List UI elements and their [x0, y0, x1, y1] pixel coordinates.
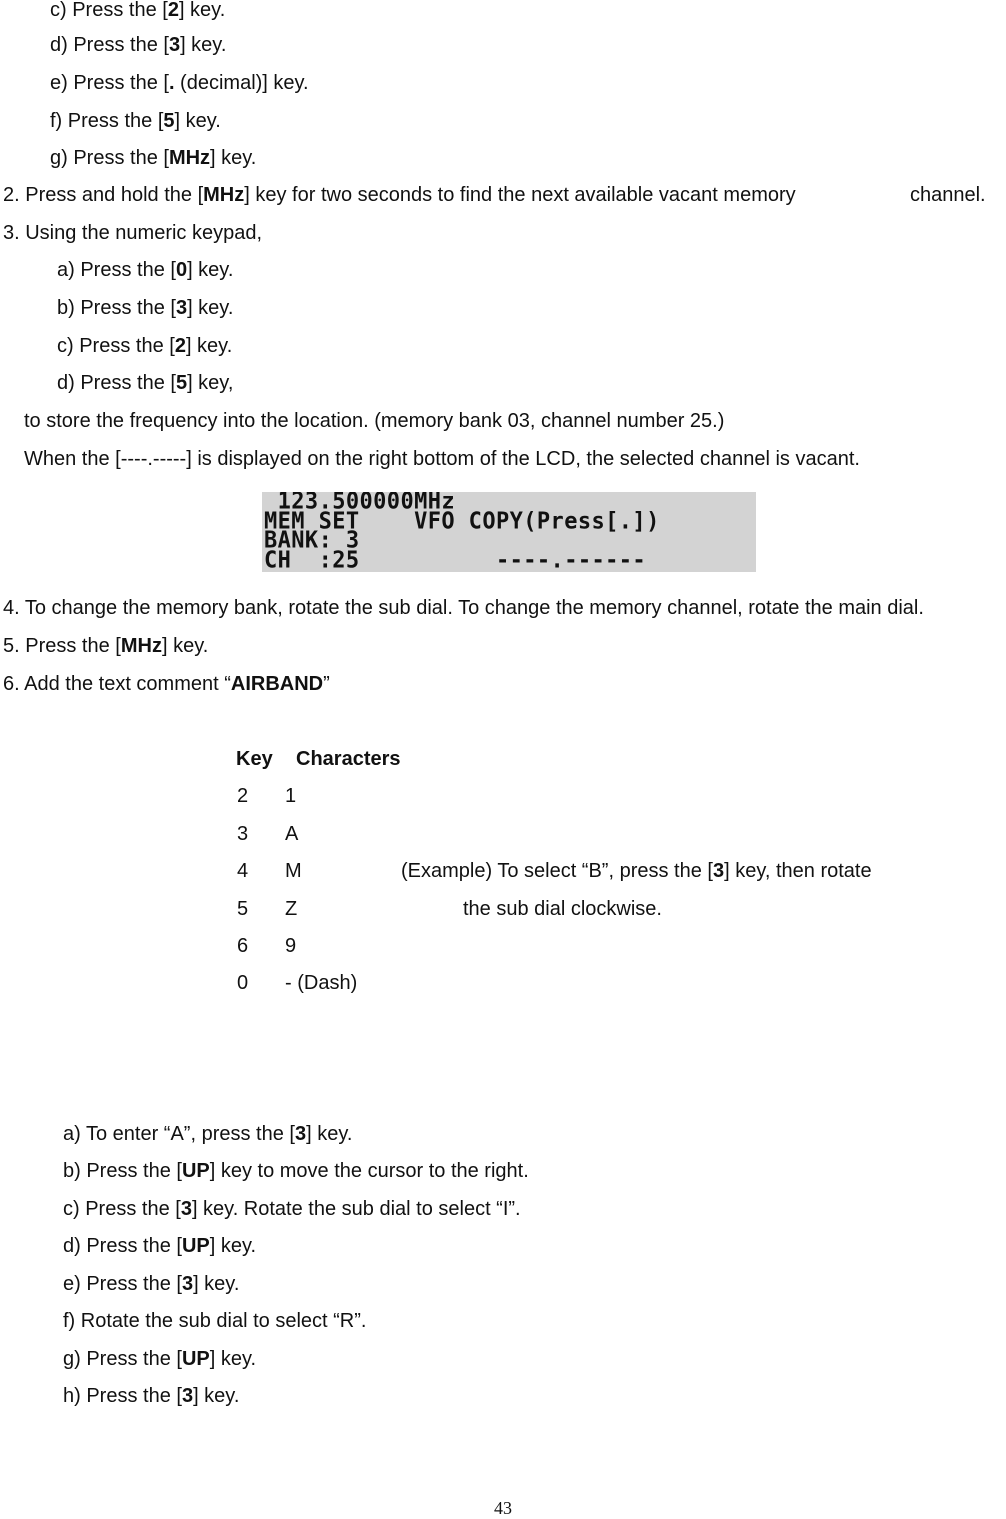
- page-number: 43: [494, 1498, 512, 1518]
- table-example-line2: the sub dial clockwise.: [463, 898, 662, 920]
- step6-item-a: a) To enter “A”, press the [3] key.: [63, 1123, 353, 1145]
- step5-text: 5. Press the [MHz] key.: [3, 635, 209, 657]
- step1-item-d: d) Press the [3] key.: [50, 34, 227, 56]
- step3-item-d: d) Press the [5] key,: [57, 372, 234, 394]
- table-row-key: 6: [237, 935, 249, 957]
- table-header-characters: Characters: [296, 748, 401, 770]
- step4-text: 4. To change the memory bank, rotate the sub dial. To change the memory channel, rotate the main dial.: [3, 597, 924, 619]
- step6-item-f: f) Rotate the sub dial to select “R”.: [63, 1310, 367, 1332]
- table-example-line1: (Example) To select “B”, press the [3] key, then rotate: [401, 860, 872, 882]
- table-row-key: 2: [237, 785, 249, 807]
- step2-text: 2. Press and hold the [MHz] key for two seconds to find the next available vacant memory: [3, 184, 796, 206]
- step6-item-b: b) Press the [UP] key to move the cursor to the right.: [63, 1160, 529, 1182]
- step6-item-d: d) Press the [UP] key.: [63, 1235, 257, 1257]
- step6-item-c: c) Press the [3] key. Rotate the sub dial to select “I”.: [63, 1198, 521, 1220]
- step1-item-f: f) Press the [5] key.: [50, 110, 221, 132]
- step3-note-store: to store the frequency into the location. (memory bank 03, channel number 25.): [24, 410, 725, 432]
- step6-item-h: h) Press the [3] key.: [63, 1385, 240, 1407]
- step6-text: 6. Add the text comment “AIRBAND”: [3, 673, 330, 695]
- step3-item-c: c) Press the [2] key.: [57, 335, 233, 357]
- step2-tail: channel.: [910, 184, 986, 206]
- table-row-key: 0: [237, 972, 249, 994]
- step6-item-g: g) Press the [UP] key.: [63, 1348, 257, 1370]
- step1-item-e: e) Press the [. (decimal)] key.: [50, 72, 309, 94]
- step3-intro: 3. Using the numeric keypad,: [3, 222, 263, 244]
- table-row-chars: M: [285, 860, 302, 882]
- table-header-key: Key: [236, 748, 273, 770]
- step6-item-e: e) Press the [3] key.: [63, 1273, 240, 1295]
- step3-note-vacant: When the [----.-----] is displayed on the right bottom of the LCD, the selected channel is vacant.: [24, 448, 860, 470]
- table-row-chars: A: [285, 823, 299, 845]
- table-row-chars: - (Dash): [285, 972, 358, 994]
- step1-item-g: g) Press the [MHz] key.: [50, 147, 257, 169]
- lcd-channel-line: CH :25 ----.------: [264, 546, 647, 572]
- lcd-bank-line: BANK: 3: [264, 527, 360, 554]
- step3-item-b: b) Press the [3] key.: [57, 297, 234, 319]
- lcd-mode-line: MEM SET VFO COPY(Press[.]): [264, 507, 660, 535]
- step3-item-a: a) Press the [0] key.: [57, 259, 234, 281]
- table-row-chars: 1: [285, 785, 297, 807]
- table-row-key: 5: [237, 898, 249, 920]
- table-row-chars: 9: [285, 935, 297, 957]
- lcd-frequency: 123.500000MHz: [264, 492, 456, 515]
- table-row-chars: Z: [285, 898, 298, 920]
- table-row-key: 4: [237, 860, 249, 882]
- lcd-display: [262, 492, 756, 572]
- step1-item-c: c) Press the [2] key.: [50, 0, 226, 21]
- table-row-key: 3: [237, 823, 249, 845]
